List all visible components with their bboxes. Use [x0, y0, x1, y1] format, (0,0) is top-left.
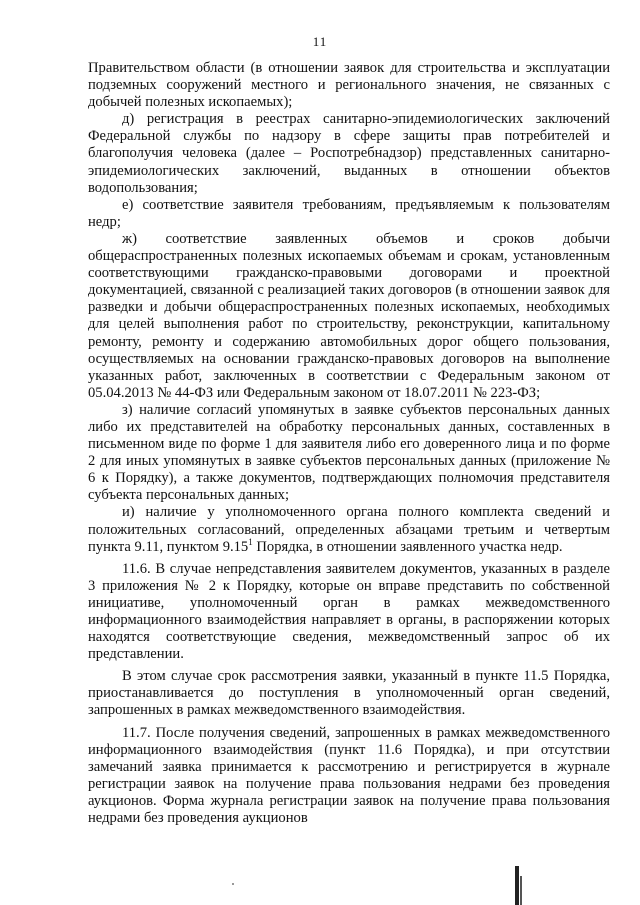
paragraph-item-e: е) соответствие заявителя требованиям, предъявляемым к пользователям недр;	[88, 196, 610, 230]
paragraph-suspension: В этом случае срок рассмотрения заявки, указанный в пункте 11.5 Порядка, приостанавливается до поступления в уполномоченный орган сведений, запрошенных в рамках межведомственного взаимодействия.	[88, 668, 610, 719]
paragraph-item-zh: ж) соответствие заявленных объемов и сроков добычи общераспространенных полезных ископаемых объемам и срокам, установленным соответствующими гражданско-правовыми договорами и проектной документацией, связанной с реализацией таких договоров (в отношении заявок для разведки и добычи общераспространенных полезных ископаемых, необходимых для целей выполнения работ по строительству, реконструкции, капитальному ремонту, ремонту и содержанию автомобильных дорог общего пользования, осуществляемых на основании гражданско-правовых договоров на выполнение указанных работ, заключенных в соответствии с Федеральным законом от 05.04.2013 № 44-ФЗ или Федеральным законом от 18.07.2011 № 223-ФЗ;	[88, 230, 610, 401]
paragraph-11-7: 11.7. После получения сведений, запрошенных в рамках межведомственного информационного взаимодействия (пункт 11.6 Порядка), и при отсутствии замечаний заявка принимается к рассмотрению и регистрируется в журнале регистрации заявок на получение права пользования недрами без проведения аукционов. Форма журнала регистрации заявок на получение права пользования недрами без проведения аукционов	[88, 724, 610, 827]
paragraph-item-d: д) регистрация в реестрах санитарно-эпидемиологических заключений Федеральной службы по надзору в сфере защиты прав потребителей и благополучия человека (далее – Роспотребнадзор) представленных санитарно-эпидемиологических заключений, выданных в отношении объектов водопользования;	[88, 111, 610, 196]
paragraph-continuation: Правительством области (в отношении заявок для строительства и эксплуатации подземных сооружений местного и регионального значения, не связанных с добычей полезных ископаемых);	[88, 60, 610, 111]
paragraph-item-i-text: и) наличие у уполномоченного органа полного комплекта сведений и положительных согласований, определенных абзацами третьим и четвертым пункта 9.11, пунктом 9.15	[88, 504, 610, 555]
scan-artifact-mark	[515, 866, 519, 905]
paragraph-11-6: 11.6. В случае непредставления заявителем документов, указанных в разделе 3 приложения № 2 к Порядку, которые он вправе представить по собственной инициативе, уполномоченный орган в рамках межведомственного информационного взаимодействия направляет в органы, в распоряжении которых находятся соответствующие сведения, межведомственный запрос об их представлении.	[88, 560, 610, 663]
page-number: 11	[312, 34, 328, 49]
footnote-superscript: 1	[248, 536, 253, 547]
paragraph-item-i-tail: Порядка, в отношении заявленного участка недр.	[252, 538, 563, 555]
scan-artifact-mark-thin	[520, 876, 522, 905]
scan-artifact-dot	[232, 883, 234, 885]
paragraph-item-z: з) наличие согласий упомянутых в заявке субъектов персональных данных либо их представителей на обработку персональных данных, составленных в письменном виде по форме 1 для заявителя либо его доверенного лица и по форме 2 для иных упомянутых в заявке субъектов персональных данных (приложение № 6 к Порядку), а также документов, подтверждающих полномочия представителя субъекта персональных данных;	[88, 401, 610, 504]
paragraph-item-i	[88, 504, 610, 555]
document-body	[88, 60, 610, 827]
